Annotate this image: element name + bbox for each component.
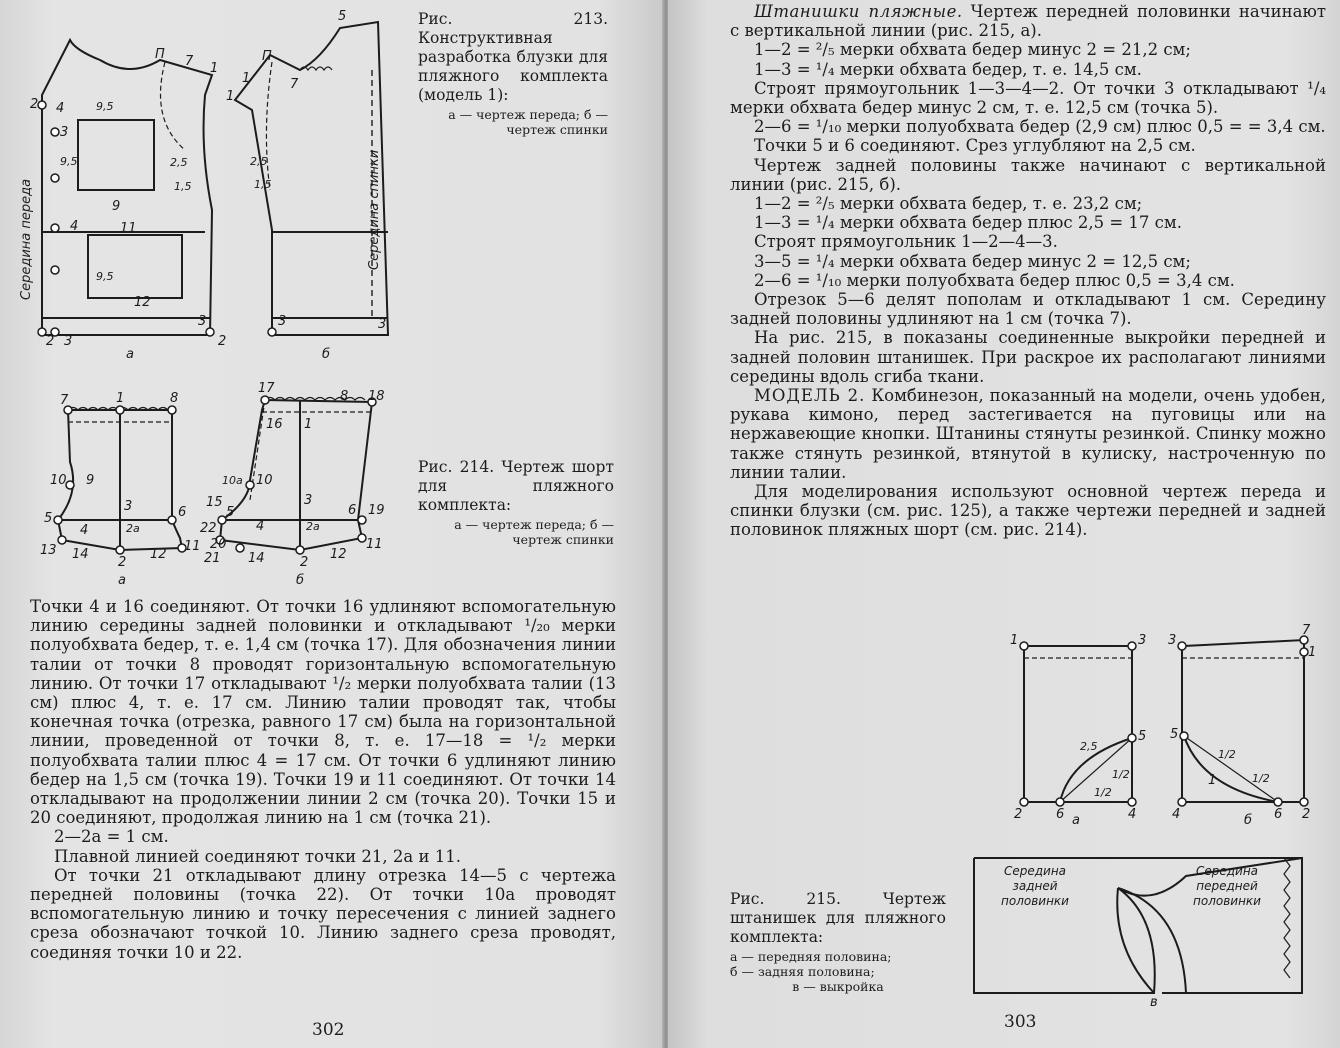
svg-text:4: 4 <box>56 101 65 116</box>
svg-text:4: 4 <box>1128 807 1137 822</box>
svg-text:10: 10 <box>256 473 273 488</box>
svg-text:3: 3 <box>1138 633 1147 648</box>
svg-text:1: 1 <box>116 391 125 406</box>
svg-text:5: 5 <box>1138 729 1147 744</box>
fig214-label-b: б <box>296 573 305 588</box>
right-paragraph-10: Строят прямоугольник 1—2—4—3. <box>754 232 1058 252</box>
right-paragraph-8: 1—2 = ²/₅ мерки обхвата бедер, т. е. 23,2 см; <box>754 194 1143 214</box>
svg-text:1/2: 1/2 <box>1252 772 1270 785</box>
svg-text:2: 2 <box>30 97 39 112</box>
svg-text:9: 9 <box>112 199 121 214</box>
svg-text:4: 4 <box>70 219 79 234</box>
section-heading-shorts: Штанишки пляжные. <box>754 2 963 21</box>
svg-text:1/2: 1/2 <box>1218 748 1236 761</box>
svg-text:1: 1 <box>1010 633 1019 648</box>
svg-text:16: 16 <box>266 417 283 432</box>
figure-214-title: Рис. 214. Чертеж шорт для пляжного комплекта: <box>418 458 614 514</box>
svg-text:5: 5 <box>226 505 235 520</box>
svg-text:2,5: 2,5 <box>170 156 188 169</box>
svg-text:12: 12 <box>150 547 167 562</box>
svg-text:3: 3 <box>378 317 387 332</box>
svg-text:2: 2 <box>300 555 309 570</box>
back-half-label: Середина задней половинки <box>1001 864 1069 908</box>
right-paragraph-2: 1—2 = ²/₅ мерки обхвата бедер минус 2 = 21,2 см; <box>754 40 1191 60</box>
right-paragraph-5: 2—6 = ¹/₁₀ мерки полуобхвата бедер (2,9 см) плюс 0,5 = = 3,4 см. <box>754 117 1326 137</box>
front-center-label: Середина переда <box>19 178 34 300</box>
right-paragraph-3: 1—3 = ¹/₄ мерки обхвата бедер, т. е. 14,5 см. <box>754 59 1142 79</box>
model-2-heading: МОДЕЛЬ 2. <box>754 386 866 406</box>
figure-214-legend: а — чертеж переда; б — чертеж спинки <box>454 517 614 547</box>
svg-text:20: 20 <box>210 537 227 552</box>
svg-text:22: 22 <box>200 521 217 536</box>
figure-213-title: Рис. 213. Конструктивная разработка блузки для пляжного комплекта (модель 1): <box>418 10 608 104</box>
figure-213-caption <box>418 10 608 137</box>
right-paragraph-9: 1—3 = ¹/₄ мерки обхвата бедер плюс 2,5 = 17 см. <box>754 213 1182 233</box>
blouse-pattern-svg <box>0 0 400 370</box>
svg-text:12: 12 <box>134 295 151 310</box>
svg-text:5: 5 <box>44 511 53 526</box>
svg-text:11: 11 <box>184 539 201 554</box>
svg-text:3: 3 <box>64 334 73 349</box>
figure-215-legend-b: б — задняя половина; <box>730 964 875 979</box>
svg-text:2: 2 <box>1014 807 1023 822</box>
svg-text:1: 1 <box>304 417 313 432</box>
right-paragraph-13: Отрезок 5—6 делят пополам и откладывают 1 см. Середину задней половины удлиняют на 1 см (точка 7). <box>730 290 1326 329</box>
svg-text:1: 1 <box>1308 645 1317 660</box>
svg-text:6: 6 <box>1056 807 1065 822</box>
figure-215-legend-a: а — передняя половина; <box>730 949 892 964</box>
right-paragraph-6: Точки 5 и 6 соединяют. Срез углубляют на 2,5 см. <box>754 136 1196 156</box>
figure-214-caption <box>418 458 614 547</box>
svg-text:14: 14 <box>248 551 265 566</box>
svg-text:7: 7 <box>290 77 299 92</box>
figure-214-drawing <box>0 370 400 595</box>
shorts-pattern-svg <box>0 370 400 595</box>
svg-text:3: 3 <box>198 314 207 329</box>
trunks-pattern-svg <box>962 618 1317 1010</box>
svg-text:2а: 2а <box>306 520 320 533</box>
svg-text:17: 17 <box>258 381 275 396</box>
svg-text:10: 10 <box>50 473 67 488</box>
svg-text:1: 1 <box>1208 773 1217 788</box>
model-2-paragraph-2: Для моделирования используют основной чертеж переда и спинки блузки (см. рис. 125), а также чертежи передней и задней половинок пляжных шорт (см. рис. 214). <box>730 482 1326 540</box>
right-paragraph-14: На рис. 215, в показаны соединенные выкройки передней и задней половин штанишек. При раскрое их располагают линиями середины вдоль сгиба ткани. <box>730 328 1326 386</box>
left-page-number: 302 <box>312 1020 345 1040</box>
left-paragraph-1: Точки 4 и 16 соединяют. От точки 16 удлиняют вспомогательную линию середины задней половинки и откладывают ¹/₂₀ мерки полуобхвата бедер, т. е. 1,4 см (точка 17). Для обозначения линии талии от точки 8 проводят горизонтальную вспомогательную линию. От точки 17 откладывают ¹/₂ мерки полуобхвата талии (13 см) плюс 4, т. е. 17 см. Линию талии проводят так, чтобы конечная точка (отрезка, равного 17 см) была на горизонтальной линии, проведенной от точки 8, т. е. 17—18 = ¹/₂ мерки полуобхвата талии плюс 4 = 17 см. От точки 6 удлиняют линию бедер на 1,5 см (точка 19). Точки 19 и 11 соединяют. От точки 14 откладывают на продолжении линии 2 см (точка 20). Точки 15 и 20 соединяют, продолжая линию на 1 см (точка 21). <box>30 597 616 828</box>
svg-text:21: 21 <box>204 551 221 566</box>
right-page-number: 303 <box>1004 1012 1037 1032</box>
left-page <box>0 0 664 1048</box>
svg-text:5: 5 <box>338 9 347 24</box>
fig213-label-b: б <box>322 347 331 362</box>
svg-text:4: 4 <box>1172 807 1181 822</box>
svg-text:1,5: 1,5 <box>254 178 272 191</box>
model-2-paragraph <box>730 386 1326 482</box>
left-paragraph-4: От точки 21 откладывают длину отрезка 14—5 с чертежа передней половины (точка 22). От точки 10а проводят вспомогательную линию и точку пересечения с линией заднего среза обозначают точкой 10. Линию заднего среза проводят, соединяя точки 10 и 22. <box>30 865 616 962</box>
figure-215-legend-c: в — выкройка <box>792 979 884 994</box>
right-paragraph-12: 2—6 = ¹/₁₀ мерки полуобхвата бедер плюс 0,5 = 3,4 см. <box>754 270 1235 290</box>
right-paragraph-4: Строят прямоугольник 1—3—4—2. От точки 3 откладывают ¹/₄ мерки обхвата бедер минус 2 см, т. е. 12,5 см (точка 5). <box>730 78 1326 118</box>
svg-text:4: 4 <box>256 519 265 534</box>
right-paragraph-1-text: Чертеж передней половинки начинают с вертикальной линии (рис. 215, а). <box>730 2 1327 41</box>
svg-text:2а: 2а <box>126 522 140 535</box>
svg-text:7: 7 <box>60 393 69 408</box>
right-paragraph-7: Чертеж задней половины также начинают с вертикальной линии (рис. 215, б). <box>730 155 1326 194</box>
svg-text:3: 3 <box>1168 633 1177 648</box>
model-2-text: Комбинезон, показанный на модели, очень удобен, рукава кимоно, перед застегивается на пуговицы или на нержавеющие кнопки. Штанины стянуты резинкой. Спинку можно также стянуть резинкой, втянутой в кулиску, настроченную по линии талии. <box>730 386 1326 482</box>
svg-text:2,5: 2,5 <box>1080 740 1098 753</box>
fig214-label-a: а <box>118 573 126 588</box>
svg-text:3: 3 <box>60 125 69 140</box>
svg-text:П: П <box>262 49 272 64</box>
svg-text:1: 1 <box>210 61 219 76</box>
svg-text:1: 1 <box>242 71 251 86</box>
svg-text:6: 6 <box>348 503 357 518</box>
right-page <box>668 0 1340 1048</box>
svg-text:1: 1 <box>226 89 235 104</box>
svg-text:8: 8 <box>170 391 179 406</box>
fig215-label-a: а <box>1072 813 1080 828</box>
svg-text:9,5: 9,5 <box>60 155 78 168</box>
svg-text:1/2: 1/2 <box>1094 786 1112 799</box>
svg-text:6: 6 <box>178 505 187 520</box>
svg-text:9: 9 <box>86 473 95 488</box>
left-paragraph-2: 2—2а = 1 см. <box>54 827 169 847</box>
svg-text:2: 2 <box>46 334 55 349</box>
svg-text:1/2: 1/2 <box>1112 768 1130 781</box>
front-half-label: Середина передней половинки <box>1193 864 1261 908</box>
svg-text:3: 3 <box>124 499 133 514</box>
right-paragraph-11: 3—5 = ¹/₄ мерки обхвата бедер минус 2 = 12,5 см; <box>754 251 1191 271</box>
figure-213-drawing <box>0 0 400 370</box>
left-page-body <box>30 597 616 962</box>
svg-text:3: 3 <box>304 493 313 508</box>
svg-text:11: 11 <box>366 537 383 552</box>
svg-text:9,5: 9,5 <box>96 270 114 283</box>
right-page-body <box>730 2 1326 540</box>
fig215-label-b: б <box>1244 813 1253 828</box>
svg-text:9,5: 9,5 <box>96 100 114 113</box>
svg-text:2: 2 <box>1302 807 1311 822</box>
figure-215-caption <box>730 890 946 994</box>
svg-text:13: 13 <box>40 543 57 558</box>
svg-text:10а: 10а <box>222 474 243 487</box>
figure-215-drawing <box>962 618 1317 1010</box>
svg-text:15: 15 <box>206 495 223 510</box>
left-paragraph-3: Плавной линией соединяют точки 21, 2а и 11. <box>54 846 461 866</box>
fig215-label-c: в <box>1150 995 1158 1010</box>
svg-text:1,5: 1,5 <box>174 180 192 193</box>
svg-text:18: 18 <box>368 389 385 404</box>
svg-text:8: 8 <box>340 389 349 404</box>
svg-text:П: П <box>155 47 165 62</box>
svg-text:7: 7 <box>185 54 194 69</box>
svg-text:2,5: 2,5 <box>250 155 268 168</box>
svg-text:5: 5 <box>1170 727 1179 742</box>
svg-text:6: 6 <box>1274 807 1283 822</box>
figure-213-legend: а — чертеж переда; б — чертеж спинки <box>448 107 608 137</box>
svg-text:2: 2 <box>118 555 127 570</box>
svg-text:12: 12 <box>330 547 347 562</box>
figure-215-title: Рис. 215. Чертеж штанишек для пляжного комплекта: <box>730 890 946 946</box>
fig213-label-a: а <box>126 347 134 362</box>
svg-text:4: 4 <box>80 523 89 538</box>
svg-text:7: 7 <box>1302 623 1311 638</box>
back-center-label: Середина спинки <box>367 149 382 270</box>
svg-text:2: 2 <box>218 334 227 349</box>
svg-text:19: 19 <box>368 503 385 518</box>
right-paragraph-1 <box>730 2 1326 40</box>
svg-text:11: 11 <box>120 221 137 236</box>
svg-text:14: 14 <box>72 547 89 562</box>
svg-text:3: 3 <box>278 314 287 329</box>
